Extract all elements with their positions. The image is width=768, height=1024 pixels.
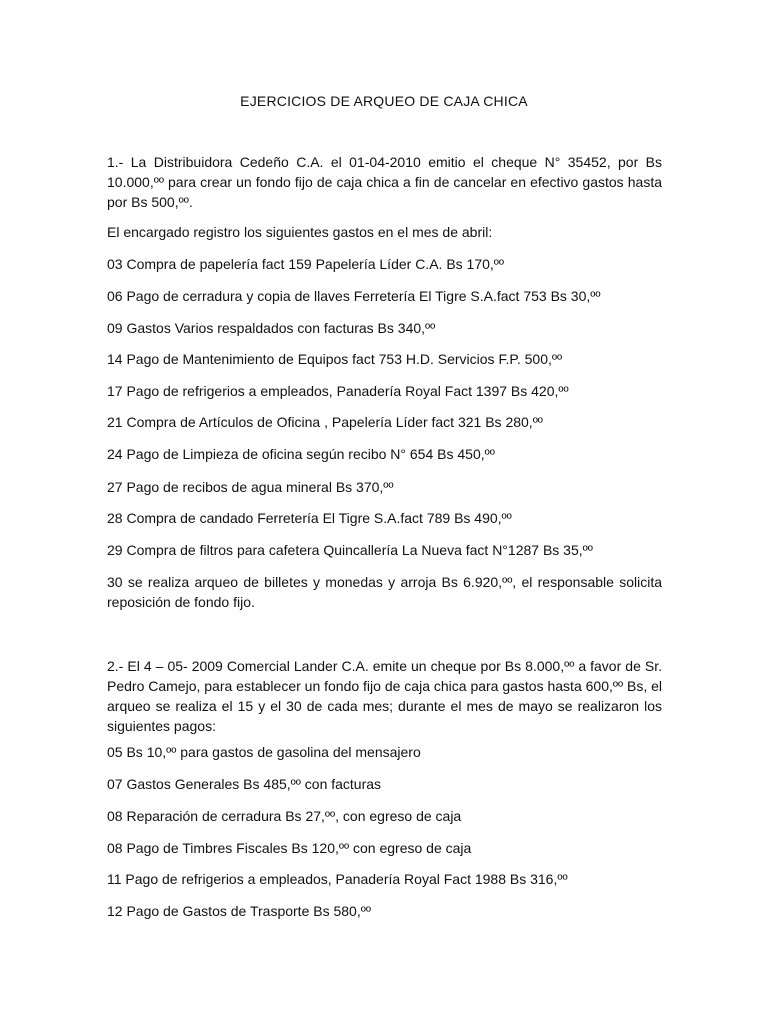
exercise-1-item: 27 Pago de recibos de agua mineral Bs 370,ºº xyxy=(107,479,394,495)
exercise-1-item: 17 Pago de refrigerios a empleados, Panadería Royal Fact 1397 Bs 420,ºº xyxy=(107,383,569,399)
exercise-1-lead: El encargado registro los siguientes gastos en el mes de abril: xyxy=(107,224,493,240)
exercise-2-item: 08 Reparación de cerradura Bs 27,ºº, con egreso de caja xyxy=(107,808,462,824)
exercise-1-item: 28 Compra de candado Ferretería El Tigre S.A.fact 789 Bs 490,ºº xyxy=(107,510,512,526)
exercise-2-item: 11 Pago de refrigerios a empleados, Panadería Royal Fact 1988 Bs 316,ºº xyxy=(107,871,568,887)
exercise-2-intro: 2.- El 4 – 05- 2009 Comercial Lander C.A. emite un cheque por Bs 8.000,ºº a favor de Sr. Pedro Camejo, para establecer un fondo fijo de caja chica para gastos hasta 600,ºº Bs, el arqueo se realiza el 15 y el 30 de cada mes; durante el mes de mayo se realizaron los siguientes pagos: xyxy=(107,658,663,734)
exercise-1-item: 29 Compra de filtros para cafetera Quincallería La Nueva fact N°1287 Bs 35,ºº xyxy=(107,542,593,558)
exercise-1-closing: 30 se realiza arqueo de billetes y monedas y arroja Bs 6.920,ºº, el responsable solicita reposición de fondo fijo. xyxy=(107,574,662,610)
exercise-1-item: 24 Pago de Limpieza de oficina según recibo N° 654 Bs 450,ºº xyxy=(107,446,495,462)
exercise-2-item: 12 Pago de Gastos de Trasporte Bs 580,ºº xyxy=(107,903,371,919)
exercise-1-intro: 1.- La Distribuidora Cedeño C.A. el 01-04-2010 emitio el cheque N° 35452, por Bs 10.000,ºº para crear un fondo fijo de caja chica a fin de cancelar en efectivo gastos hasta por Bs 500,ºº. xyxy=(107,154,662,210)
exercise-2-item: 08 Pago de Timbres Fiscales Bs 120,ºº con egreso de caja xyxy=(107,840,472,856)
exercise-1-item: 09 Gastos Varios respaldados con facturas Bs 340,ºº xyxy=(107,320,436,336)
document-title: EJERCICIOS DE ARQUEO DE CAJA CHICA xyxy=(240,93,528,109)
exercise-1-item: 03 Compra de papelería fact 159 Papelería Líder C.A. Bs 170,ºº xyxy=(107,256,505,272)
exercise-2-item: 05 Bs 10,ºº para gastos de gasolina del mensajero xyxy=(107,744,421,760)
exercise-1-item: 21 Compra de Artículos de Oficina , Papelería Líder fact 321 Bs 280,ºº xyxy=(107,414,543,430)
exercise-2-item: 07 Gastos Generales Bs 485,ºº con facturas xyxy=(107,776,382,792)
exercise-1-item: 14 Pago de Mantenimiento de Equipos fact 753 H.D. Servicios F.P. 500,ºº xyxy=(107,351,563,367)
exercise-1-item: 06 Pago de cerradura y copia de llaves Ferretería El Tigre S.A.fact 753 Bs 30,ºº xyxy=(107,288,601,304)
